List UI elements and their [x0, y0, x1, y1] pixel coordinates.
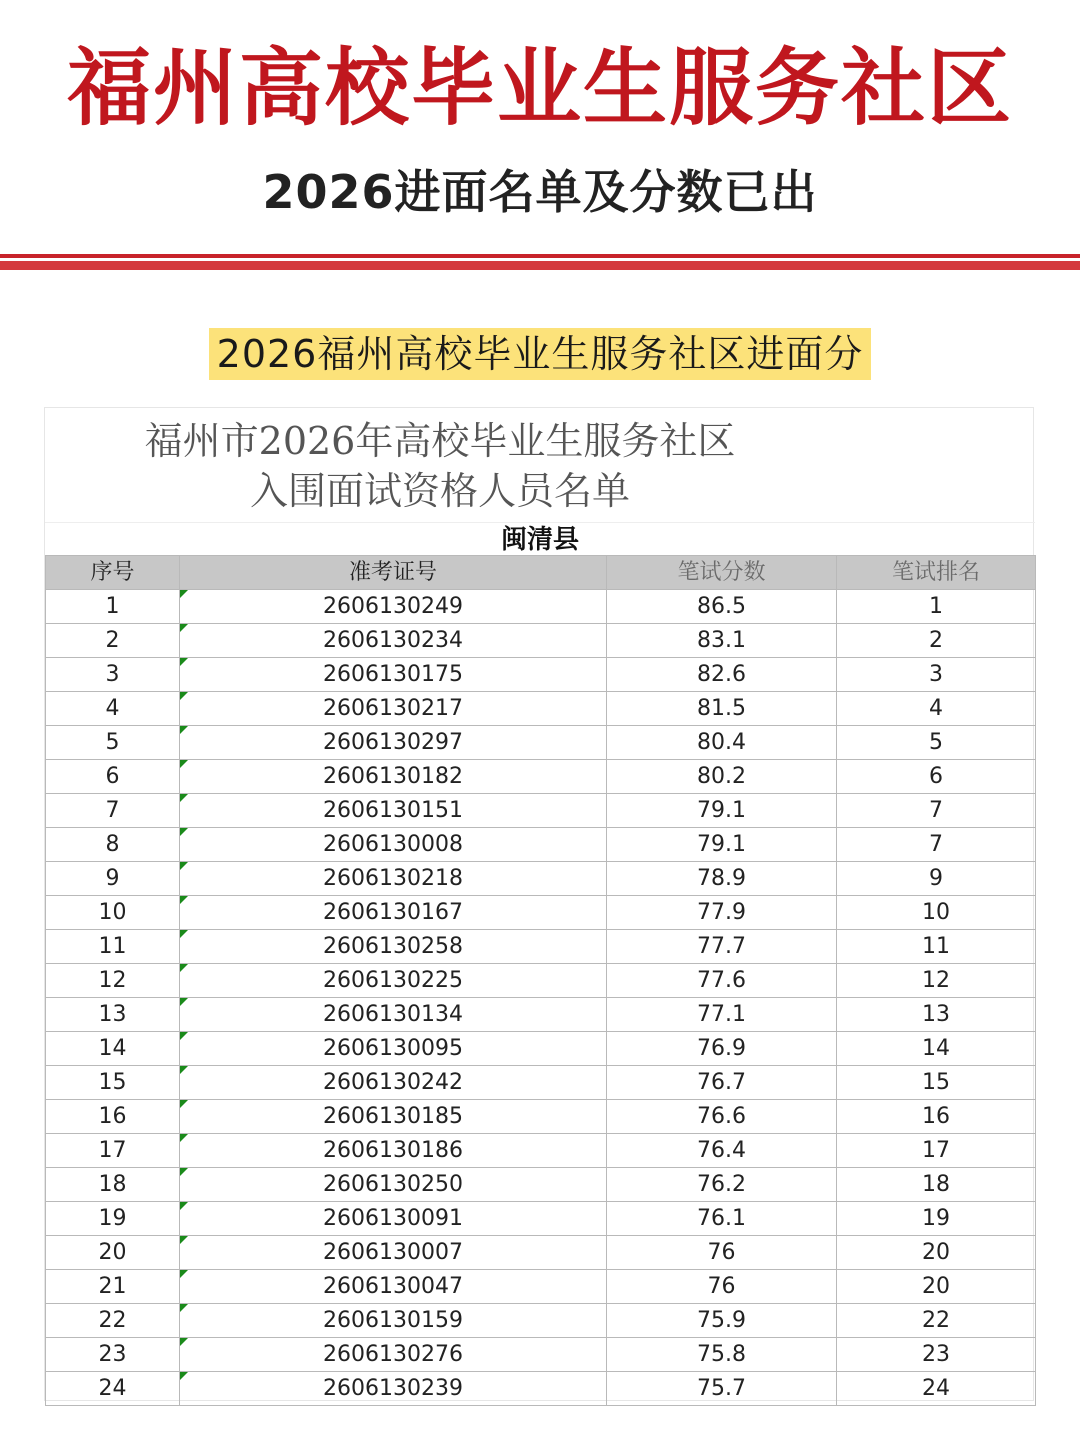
cell-rank: 12 [837, 964, 1036, 998]
table-row [46, 1236, 1036, 1270]
cell-rank: 2 [837, 624, 1036, 658]
cell-rank: 14 [837, 1032, 1036, 1066]
cell-ticket-number: 2606130091 [180, 1202, 607, 1236]
sheet-title [45, 416, 1035, 524]
cell-score: 86.5 [607, 590, 837, 624]
cell-ticket-number: 2606130167 [180, 896, 607, 930]
cell-ticket-number: 2606130258 [180, 930, 607, 964]
cell-index: 12 [46, 964, 180, 998]
cell-score: 76.1 [607, 1202, 837, 1236]
cell-rank: 15 [837, 1066, 1036, 1100]
cell-rank: 3 [837, 658, 1036, 692]
cell-index: 22 [46, 1304, 180, 1338]
page-subtitle: 2026进面名单及分数已出 [262, 165, 818, 219]
cell-index: 2 [46, 624, 180, 658]
table-row [46, 726, 1036, 760]
table-row [46, 828, 1036, 862]
cell-index: 8 [46, 828, 180, 862]
cell-score: 81.5 [607, 692, 837, 726]
cell-rank: 11 [837, 930, 1036, 964]
table-row [46, 1066, 1036, 1100]
cell-ticket-number: 2606130249 [180, 590, 607, 624]
cell-score: 75.9 [607, 1304, 837, 1338]
table-row [46, 1100, 1036, 1134]
cell-score: 83.1 [607, 624, 837, 658]
cell-index: 13 [46, 998, 180, 1032]
cell-index: 9 [46, 862, 180, 896]
table-row [46, 1270, 1036, 1304]
column-header-score: 笔试分数 [607, 556, 837, 590]
cell-rank: 22 [837, 1304, 1036, 1338]
table-row [46, 692, 1036, 726]
cell-ticket-number: 2606130007 [180, 1236, 607, 1270]
table-row [46, 1372, 1036, 1406]
table-row [46, 624, 1036, 658]
table-row [46, 658, 1036, 692]
table-row [46, 794, 1036, 828]
cell-ticket-number: 2606130182 [180, 760, 607, 794]
cell-index: 14 [46, 1032, 180, 1066]
cell-index: 17 [46, 1134, 180, 1168]
table-row [46, 964, 1036, 998]
cell-score: 77.6 [607, 964, 837, 998]
cell-ticket-number: 2606130297 [180, 726, 607, 760]
table-row [46, 590, 1036, 624]
cell-score: 76.9 [607, 1032, 837, 1066]
cell-index: 19 [46, 1202, 180, 1236]
cell-rank: 1 [837, 590, 1036, 624]
cell-ticket-number: 2606130250 [180, 1168, 607, 1202]
cell-ticket-number: 2606130239 [180, 1372, 607, 1406]
table-header-row [46, 556, 1036, 590]
cell-ticket-number: 2606130234 [180, 624, 607, 658]
cell-score: 76.7 [607, 1066, 837, 1100]
cell-ticket-number: 2606130185 [180, 1100, 607, 1134]
column-header-index: 序号 [46, 556, 180, 590]
column-header-ticket: 准考证号 [180, 556, 607, 590]
spreadsheet-image [44, 407, 1034, 1401]
cell-score: 76.2 [607, 1168, 837, 1202]
cell-ticket-number: 2606130175 [180, 658, 607, 692]
cell-score: 79.1 [607, 794, 837, 828]
table-row [46, 1168, 1036, 1202]
cell-rank: 17 [837, 1134, 1036, 1168]
cell-ticket-number: 2606130159 [180, 1304, 607, 1338]
cell-score: 77.7 [607, 930, 837, 964]
cell-index: 4 [46, 692, 180, 726]
cell-index: 11 [46, 930, 180, 964]
cell-index: 3 [46, 658, 180, 692]
cell-rank: 18 [837, 1168, 1036, 1202]
cell-index: 21 [46, 1270, 180, 1304]
column-header-rank: 笔试排名 [837, 556, 1036, 590]
cell-score: 76 [607, 1236, 837, 1270]
cell-rank: 24 [837, 1372, 1036, 1406]
cell-ticket-number: 2606130008 [180, 828, 607, 862]
cell-score: 77.1 [607, 998, 837, 1032]
cell-score: 80.2 [607, 760, 837, 794]
cell-rank: 6 [837, 760, 1036, 794]
cell-score: 78.9 [607, 862, 837, 896]
cell-ticket-number: 2606130217 [180, 692, 607, 726]
cell-index: 24 [46, 1372, 180, 1406]
table-row [46, 760, 1036, 794]
cell-rank: 13 [837, 998, 1036, 1032]
table-row [46, 1202, 1036, 1236]
cell-rank: 19 [837, 1202, 1036, 1236]
cell-rank: 7 [837, 794, 1036, 828]
cell-rank: 7 [837, 828, 1036, 862]
cell-rank: 10 [837, 896, 1036, 930]
highlight-text: 2026福州高校毕业生服务社区进面分 [209, 328, 872, 380]
county-label: 闽清县 [45, 522, 1035, 555]
table-row [46, 862, 1036, 896]
cell-rank: 20 [837, 1270, 1036, 1304]
table-row [46, 1304, 1036, 1338]
table-row [46, 896, 1036, 930]
cell-score: 80.4 [607, 726, 837, 760]
table-body [46, 590, 1036, 1406]
cell-index: 23 [46, 1338, 180, 1372]
cell-score: 75.7 [607, 1372, 837, 1406]
cell-ticket-number: 2606130225 [180, 964, 607, 998]
table-row [46, 1032, 1036, 1066]
sheet-title-line1: 福州市2026年高校毕业生服务社区 [144, 419, 736, 463]
cell-index: 16 [46, 1100, 180, 1134]
cell-ticket-number: 2606130276 [180, 1338, 607, 1372]
cell-ticket-number: 2606130047 [180, 1270, 607, 1304]
page-title: 福州高校毕业生服务社区 [66, 39, 1013, 137]
cell-score: 76.6 [607, 1100, 837, 1134]
sheet-title-line2: 入围面试资格人员名单 [249, 469, 630, 513]
cell-index: 20 [46, 1236, 180, 1270]
cell-ticket-number: 2606130218 [180, 862, 607, 896]
cell-rank: 4 [837, 692, 1036, 726]
cell-index: 1 [46, 590, 180, 624]
table-row [46, 1338, 1036, 1372]
cell-score: 76 [607, 1270, 837, 1304]
cell-score: 79.1 [607, 828, 837, 862]
cell-index: 10 [46, 896, 180, 930]
highlight-banner [0, 328, 1080, 380]
divider-thin [0, 254, 1080, 258]
results-table [45, 555, 1036, 1406]
cell-rank: 5 [837, 726, 1036, 760]
cell-index: 6 [46, 760, 180, 794]
divider-thick [0, 261, 1080, 270]
table-row [46, 1134, 1036, 1168]
cell-ticket-number: 2606130095 [180, 1032, 607, 1066]
cell-ticket-number: 2606130151 [180, 794, 607, 828]
cell-index: 5 [46, 726, 180, 760]
cell-index: 18 [46, 1168, 180, 1202]
table-row [46, 930, 1036, 964]
cell-ticket-number: 2606130134 [180, 998, 607, 1032]
cell-rank: 16 [837, 1100, 1036, 1134]
cell-score: 77.9 [607, 896, 837, 930]
cell-ticket-number: 2606130186 [180, 1134, 607, 1168]
table-row [46, 998, 1036, 1032]
cell-rank: 20 [837, 1236, 1036, 1270]
cell-index: 7 [46, 794, 180, 828]
cell-index: 15 [46, 1066, 180, 1100]
cell-rank: 23 [837, 1338, 1036, 1372]
cell-score: 76.4 [607, 1134, 837, 1168]
cell-score: 75.8 [607, 1338, 837, 1372]
cell-rank: 9 [837, 862, 1036, 896]
cell-ticket-number: 2606130242 [180, 1066, 607, 1100]
cell-score: 82.6 [607, 658, 837, 692]
